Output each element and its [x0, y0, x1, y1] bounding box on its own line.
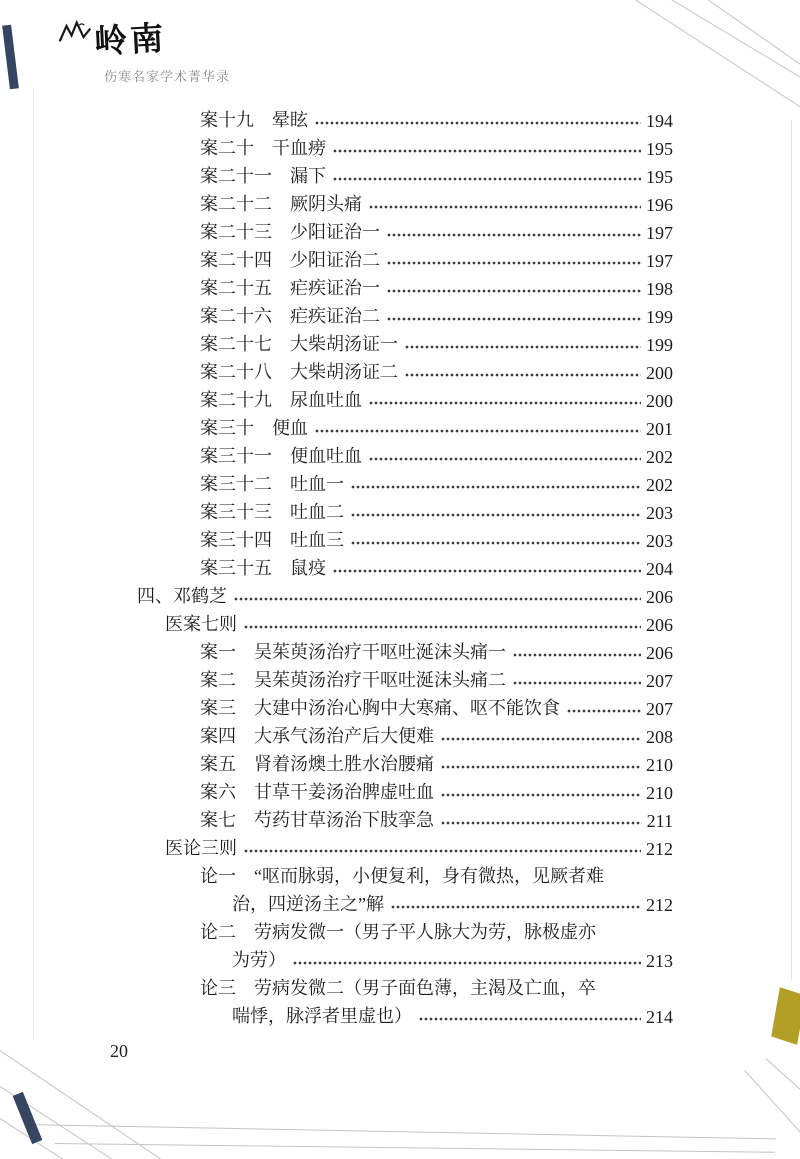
page-edge-left [33, 90, 34, 1040]
toc-page-number: 204 [646, 559, 673, 579]
toc-entry [137, 216, 673, 244]
toc-entry-text: 案十九 晕眩 [200, 110, 308, 130]
toc-entry [137, 412, 673, 440]
toc-page-number: 210 [646, 783, 673, 803]
toc-page-number: 197 [646, 223, 673, 243]
page-stack-edge-top-right [704, 0, 800, 84]
page-header [58, 14, 230, 85]
toc-entry-text: 为劳） [232, 950, 286, 970]
dot-leader [369, 457, 641, 461]
toc-entry [137, 692, 673, 720]
toc-entry-text: 案二十 干血痨 [200, 138, 326, 158]
dot-leader [441, 793, 641, 797]
toc-entry [137, 328, 673, 356]
toc-entry-text: 案三十三 吐血二 [200, 502, 344, 522]
logo-lingnan-text: 岭南 [93, 21, 168, 61]
toc-entry [137, 832, 673, 860]
dot-leader [513, 681, 641, 685]
toc-page-number: 197 [646, 251, 673, 271]
toc-entry-text: 医论三则 [165, 838, 237, 858]
toc-entry-text: 论一 “呕而脉弱，小便复利，身有微热，见厥者难 [200, 866, 604, 886]
toc-page-number: 212 [646, 895, 673, 915]
toc-entry-text: 案四 大承气汤治产后大便难 [200, 726, 434, 746]
dot-leader [244, 849, 641, 853]
toc-entry-text: 案二 吴茱萸汤治疗干呕吐涎沫头痛二 [200, 670, 506, 690]
toc-entry-text: 医案七则 [165, 614, 237, 634]
page-stack-edge-top-right [667, 0, 800, 88]
toc-entry [137, 272, 673, 300]
toc-page-number: 199 [646, 335, 673, 355]
dot-leader [234, 597, 641, 601]
toc-entry [137, 636, 673, 664]
dot-leader [387, 317, 641, 321]
toc-page-number: 208 [646, 727, 673, 747]
toc-page-number: 203 [646, 503, 673, 523]
toc-entry-text: 案七 芍药甘草汤治下肢挛急 [200, 810, 434, 830]
toc-entry [137, 916, 673, 944]
toc-entry-text: 案二十五 疟疾证治一 [200, 278, 380, 298]
toc-page-number: 202 [646, 475, 673, 495]
toc-entry-text: 治，四逆汤主之”解 [232, 894, 384, 914]
toc-entry [137, 804, 673, 832]
toc-entry-text: 案一 吴茱萸汤治疗干呕吐涎沫头痛一 [200, 642, 506, 662]
toc-page-number: 213 [646, 951, 673, 971]
toc-entry-text: 案二十二 厥阴头痛 [200, 194, 362, 214]
page-stack-edge-bottom [26, 1124, 776, 1139]
toc-entry-text: 四、邓鹤芝 [137, 586, 227, 606]
toc-entry-text: 案五 肾着汤燠土胜水治腰痛 [200, 754, 434, 774]
toc-page-number: 195 [646, 139, 673, 159]
toc-page-number: 211 [646, 811, 673, 831]
toc-entry [137, 356, 673, 384]
toc-entry [137, 720, 673, 748]
dot-leader [293, 961, 641, 965]
dot-leader [387, 261, 641, 265]
toc-entry-text: 案三十五 鼠疫 [200, 558, 326, 578]
toc-entry [137, 580, 673, 608]
toc-page-number: 203 [646, 531, 673, 551]
dot-leader [419, 1017, 641, 1021]
dot-leader [391, 905, 641, 909]
dot-leader [369, 205, 641, 209]
toc-page-number: 206 [646, 643, 673, 663]
yellow-page-edge-right [771, 987, 800, 1045]
dot-leader [333, 149, 641, 153]
series-title: 伤寒名家学术菁华录 [104, 69, 231, 84]
dot-leader [244, 625, 641, 629]
toc-entry-text: 案六 甘草干姜汤治脾虚吐血 [200, 782, 434, 802]
toc-page-number: 195 [646, 167, 673, 187]
toc-entry [137, 104, 673, 132]
toc-entry-text: 案二十六 疟疾证治二 [200, 306, 380, 326]
toc-page-number: 200 [646, 363, 673, 383]
toc-page-number: 207 [646, 671, 673, 691]
toc-entry [137, 1000, 673, 1028]
page-edge-right [791, 120, 792, 980]
toc-page-number: 214 [646, 1007, 673, 1027]
toc-entry [137, 468, 673, 496]
toc-entry [137, 440, 673, 468]
dot-leader [567, 709, 641, 713]
dot-leader [387, 233, 641, 237]
toc-entry-text: 案二十八 大柴胡汤证二 [200, 362, 398, 382]
toc-page-number: 199 [646, 307, 673, 327]
toc-entry [137, 860, 673, 888]
toc-entry-text: 论二 劳病发微一（男子平人脉大为劳，脉极虚亦 [200, 922, 596, 942]
toc-entry-text: 案三十一 便血吐血 [200, 446, 362, 466]
toc-entry [137, 748, 673, 776]
toc-entry-text: 喘悸，脉浮者里虚也） [232, 1006, 412, 1026]
dot-leader [405, 345, 641, 349]
dot-leader [315, 121, 641, 125]
toc-entry [137, 160, 673, 188]
dark-page-edge-top-left [2, 25, 19, 90]
toc-entry [137, 608, 673, 636]
page-stack-edge-bottom-right [744, 1070, 800, 1159]
toc-entry [137, 300, 673, 328]
toc-entry [137, 552, 673, 580]
toc-entry [137, 944, 673, 972]
dot-leader [441, 737, 641, 741]
toc-entry-text: 案二十四 少阳证治二 [200, 250, 380, 270]
toc-entry-text: 案二十一 漏下 [200, 166, 326, 186]
folio-page-number: 20 [110, 1041, 128, 1061]
toc-entry-text: 案二十三 少阳证治一 [200, 222, 380, 242]
toc-entry [137, 664, 673, 692]
toc-entry-text: 案二十七 大柴胡汤证一 [200, 334, 398, 354]
table-of-contents [137, 104, 673, 1028]
toc-entry [137, 244, 673, 272]
toc-page-number: 210 [646, 755, 673, 775]
mountain-flourish-icon [58, 20, 92, 44]
toc-entry [137, 132, 673, 160]
page-stack-edge-bottom [55, 1143, 775, 1153]
dot-leader [351, 513, 641, 517]
toc-page-number: 194 [646, 111, 673, 131]
toc-page-number: 212 [646, 839, 673, 859]
toc-page-number: 196 [646, 195, 673, 215]
toc-entry [137, 888, 673, 916]
dot-leader [351, 541, 641, 545]
toc-page-number: 198 [646, 279, 673, 299]
toc-page-number: 202 [646, 447, 673, 467]
toc-entry [137, 496, 673, 524]
toc-entry [137, 524, 673, 552]
dot-leader [333, 569, 641, 573]
toc-page-number: 201 [646, 419, 673, 439]
dot-leader [441, 821, 642, 825]
toc-page-number: 207 [646, 699, 673, 719]
toc-page-number: 206 [646, 615, 673, 635]
dot-leader [351, 485, 641, 489]
toc-entry-text: 案二十九 尿血吐血 [200, 390, 362, 410]
dot-leader [387, 289, 641, 293]
dot-leader [513, 653, 641, 657]
toc-entry [137, 776, 673, 804]
lingnan-logo [58, 14, 230, 61]
toc-entry-text: 案三十二 吐血一 [200, 474, 344, 494]
page-stack-edge-top-right [631, 0, 800, 109]
dot-leader [315, 429, 641, 433]
dot-leader [369, 401, 641, 405]
dot-leader [333, 177, 641, 181]
toc-page-number: 200 [646, 391, 673, 411]
toc-entry-text: 论三 劳病发微二（男子面色薄，主渴及亡血，卒 [200, 978, 596, 998]
toc-entry-text: 案三十 便血 [200, 418, 308, 438]
toc-entry [137, 188, 673, 216]
toc-entry [137, 972, 673, 1000]
toc-entry [137, 384, 673, 412]
dot-leader [441, 765, 641, 769]
toc-entry-text: 案三 大建中汤治心胸中大寒痛、呕不能饮食 [200, 698, 560, 718]
toc-entry-text: 案三十四 吐血三 [200, 530, 344, 550]
dot-leader [405, 373, 641, 377]
toc-page-number: 206 [646, 587, 673, 607]
